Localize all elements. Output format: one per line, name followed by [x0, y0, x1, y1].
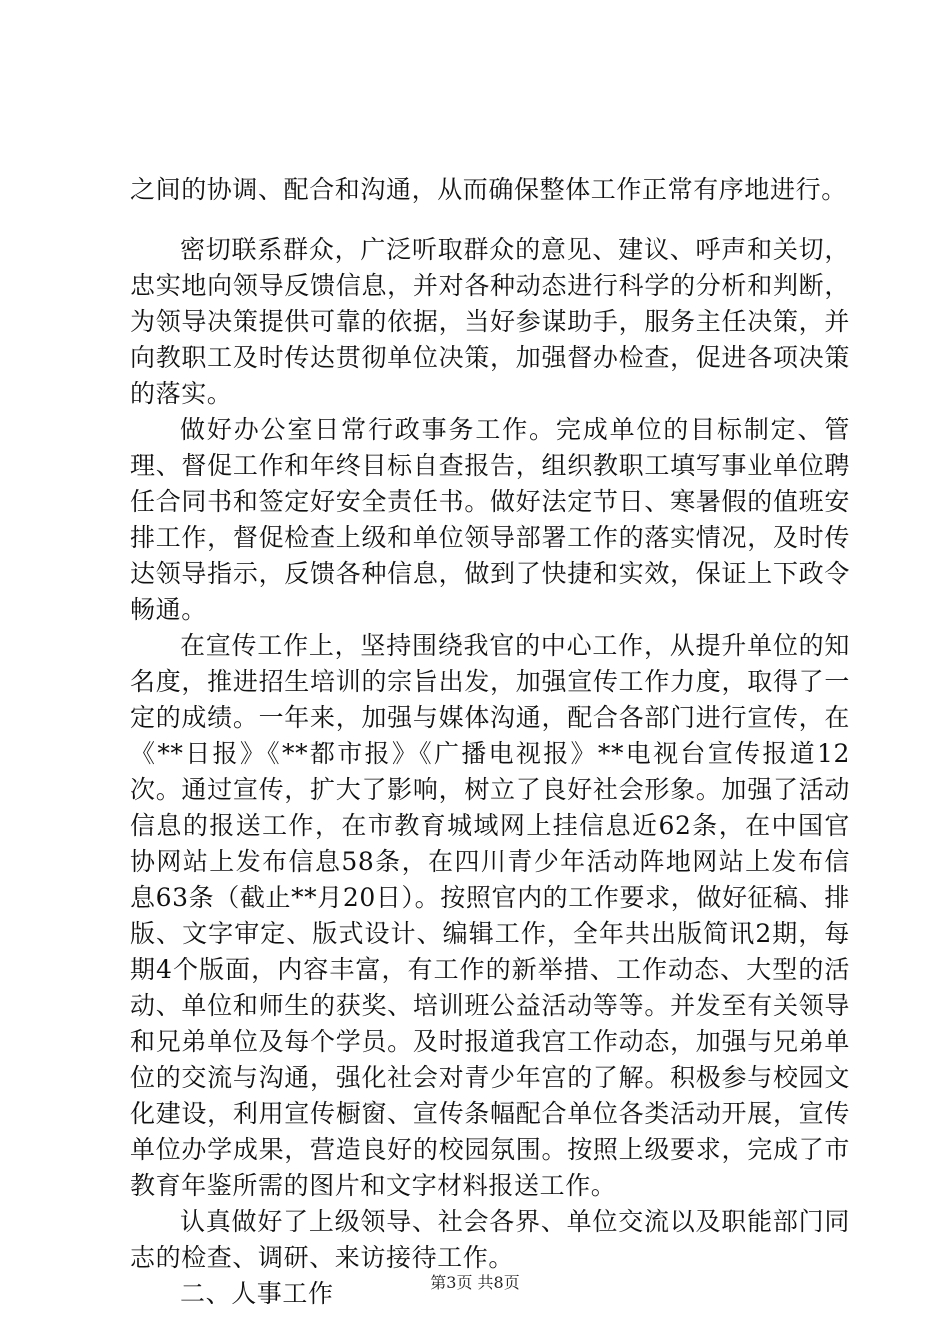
section-heading-personnel: 二、人事工作 [180, 1279, 334, 1308]
paragraph-administration: 做好办公室日常行政事务工作。完成单位的目标制定、管理、督促工作和年终目标自查报告，组织教职工填写事业单位聘任合同书和签定好安全责任书。做好法定节日、寒暑假的值班安排工作，督促检查上级和单位领导部署工作的落实情况，及时传达领导指示，反馈各种信息，做到了快捷和实效，保证上下政令畅通。 [130, 415, 850, 624]
paragraph-continuation: 之间的协调、配合和沟通，从而确保整体工作正常有序地进行。 [130, 175, 847, 204]
paragraph-publicity: 在宣传工作上，坚持围绕我官的中心工作，从提升单位的知名度，推进招生培训的宗旨出发，加强宣传工作力度，取得了一定的成绩。一年来，加强与媒体沟通，配合各部门进行宣传，在《**日报》《**都市报》《广播电视报》**电视台宣传报道12次。通过宣传，扩大了影响，树立了良好社会形象。加强了活动信息的报送工作，在市教育城域网上挂信息近62条，在中国官协网站上发布信息58条，在四川青少年活动阵地网站上发布信息63条（截止**月20日）。按照官内的工作要求，做好征稿、排版、文字审定、版式设计、编辑工作，全年共出版简讯2期，每期4个版面，内容丰富，有工作的新举措、工作动态、大型的活动、单位和师生的获奖、培训班公益活动等等。并发至有关领导和兄弟单位及每个学员。及时报道我宫工作动态，加强与兄弟单位的交流与沟通，强化社会对青少年宫的了解。积极参与校园文化建设，利用宣传橱窗、宣传条幅配合单位各类活动开展，宣传单位办学成果，营造良好的校园氛围。按照上级要求，完成了市教育年鉴所需的图片和文字材料报送工作。 [130, 631, 850, 1200]
paragraph-liaison: 密切联系群众，广泛听取群众的意见、建议、呼声和关切，忠实地向领导反馈信息，并对各种动态进行科学的分析和判断，为领导决策提供可靠的依据，当好参谋助手，服务主任决策，并向教职工及时传达贯彻单位决策，加强督办检查，促进各项决策的落实。 [130, 235, 850, 408]
page-number-footer: 第3页 共8页 [430, 1273, 520, 1292]
paragraph-reception: 认真做好了上级领导、社会各界、单位交流以及职能部门同志的检查、调研、来访接待工作。 [130, 1207, 850, 1272]
document-body [130, 172, 850, 1312]
